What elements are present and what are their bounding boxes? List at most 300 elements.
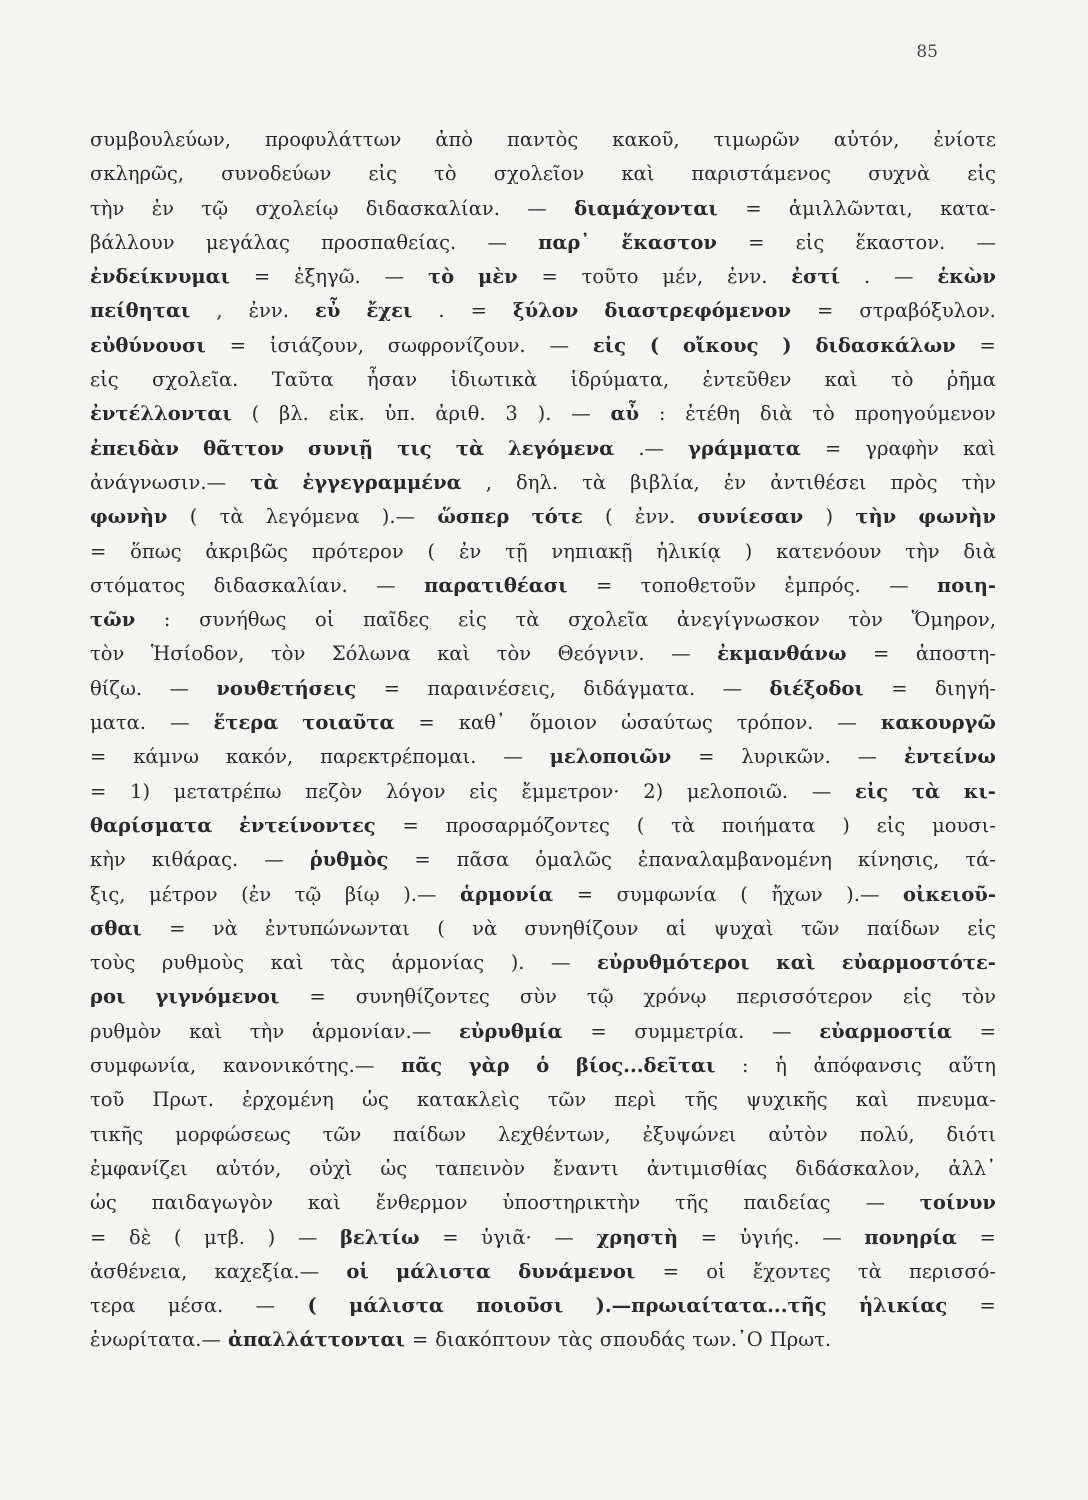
text-word: προσαρμόζοντες: [445, 813, 610, 837]
text-word: μελοποιῶ.: [686, 779, 789, 803]
text-word: ἡλικίᾳ: [656, 539, 721, 563]
text-word: περισσό-: [909, 1259, 996, 1283]
text-word: =: [383, 676, 400, 700]
text-word: πρὸς: [890, 470, 938, 494]
text-word: —: [571, 402, 591, 426]
text-word: =: [309, 985, 326, 1009]
text-word: ῥῆμα: [946, 368, 996, 392]
text-word: διδάγματα.: [583, 676, 696, 700]
text-word: συνήθως: [199, 608, 287, 632]
lemma-word: ἐνδείκνυμαι: [90, 265, 231, 289]
text-word: —: [976, 230, 996, 254]
text-word: εἰς: [967, 162, 996, 186]
text-word: θίζω.: [90, 676, 143, 700]
text-word: Πρωτ.: [769, 1328, 832, 1352]
text-word: παίδων: [866, 916, 940, 940]
text-word: ἕκαστον.: [855, 230, 946, 254]
text-word: ἐν: [151, 196, 175, 220]
text-word: τὸν: [270, 642, 306, 666]
text-line: [90, 329, 996, 363]
text-word: =: [979, 1294, 996, 1318]
text-word: δηλ.: [516, 470, 559, 494]
text-word: —: [527, 196, 547, 220]
text-word: (: [636, 813, 645, 837]
text-word: ἀντιθέσει: [770, 470, 867, 494]
lemma-word: διέξοδοι: [769, 676, 864, 700]
text-word: ματα.: [90, 711, 146, 735]
text-word: συνηθίζοντες: [355, 985, 490, 1009]
lemma-word: χρηστὴ: [596, 1225, 679, 1249]
text-word: =: [748, 230, 765, 254]
text-line: [90, 1255, 996, 1289]
text-line: [90, 157, 996, 191]
text-word: —: [865, 1191, 885, 1215]
text-word: προσπαθείας.: [321, 230, 457, 254]
text-word: παντὸς: [507, 128, 579, 151]
text-word: καχεξία.—: [214, 1259, 320, 1283]
text-word: παιδείας: [743, 1191, 831, 1215]
lemma-word: φωνὴν: [918, 505, 996, 529]
text-word: καὶ: [824, 368, 858, 392]
text-line: [90, 1221, 996, 1255]
text-word: συχνὰ: [868, 162, 931, 186]
text-word: μτβ.: [204, 1225, 245, 1249]
text-word: προηγούμενον: [854, 402, 996, 426]
text-line: [90, 1323, 996, 1357]
lemma-word: πείθηται: [90, 299, 191, 323]
lemma-word: διαμάχονται: [574, 196, 718, 220]
text-word: ὅμοιον: [529, 711, 597, 735]
text-word: ἐνίοτε: [933, 128, 996, 151]
text-word: ,: [485, 470, 492, 494]
text-line: [90, 535, 996, 569]
text-word: νὰ: [472, 916, 498, 940]
text-word: παίδων: [393, 1122, 467, 1146]
text-word: συμφωνία: [616, 882, 717, 906]
text-word: ὑποστηρικτὴν: [502, 1191, 641, 1215]
text-word: ἔναντι: [553, 1156, 619, 1180]
lemma-word: εἰς: [592, 333, 626, 357]
text-word: —: [772, 1019, 792, 1043]
lemma-word: ἐπειδὰν: [90, 436, 179, 460]
text-word: πᾶσα: [456, 848, 510, 872]
text-word: νὰ: [212, 916, 238, 940]
text-word: κάμνω: [133, 745, 199, 769]
text-word: ἐνν.: [634, 505, 676, 529]
text-word: ἤχων: [771, 882, 823, 906]
text-word: —: [893, 265, 914, 289]
text-word: μέν,: [662, 265, 704, 289]
text-word: καὶ: [621, 162, 655, 186]
text-word: τὸ: [434, 162, 457, 186]
lemma-word: τότε: [531, 505, 583, 529]
text-word: βίῳ: [344, 882, 380, 906]
lemma-word: οἴκους: [682, 333, 759, 357]
lemma-word: ἐντείνοντες: [238, 813, 376, 837]
text-word: παῖδες: [363, 608, 430, 632]
lemma-word: τὸ: [427, 265, 455, 289]
text-line: [90, 775, 996, 809]
text-word: σκληρῶς,: [90, 162, 185, 186]
text-word: τοὺς: [90, 951, 136, 975]
text-word: κίνησις,: [857, 848, 940, 872]
text-word: =: [90, 745, 107, 769]
text-line: [90, 843, 996, 877]
text-word: τῶν: [547, 1088, 587, 1112]
text-word: (ἐν: [241, 882, 272, 906]
text-word: —: [549, 333, 569, 357]
text-word: ἁρμονίας: [391, 951, 485, 975]
lemma-word: τὴν: [855, 505, 897, 529]
text-word: τὰ: [582, 470, 607, 494]
text-word: σὺν: [519, 985, 557, 1009]
lemma-word: (: [649, 333, 660, 357]
text-word: Ταῦτα: [271, 368, 334, 392]
text-word: —: [503, 745, 523, 769]
text-word: τοῦ: [90, 1088, 125, 1112]
text-line: [90, 432, 996, 466]
lemma-word: παρ᾽: [538, 230, 591, 254]
text-word: ).: [537, 402, 552, 426]
text-word: =: [700, 1225, 718, 1249]
text-word: κατα-: [940, 196, 996, 220]
text-word: (: [437, 916, 445, 940]
text-word: ὡς: [380, 1156, 408, 1180]
text-word: καὶ: [855, 1088, 889, 1112]
text-word: λεγόμενα: [265, 505, 360, 529]
text-word: :: [742, 1054, 749, 1078]
text-word: διακόπτουν: [435, 1328, 551, 1352]
lemma-word: εὐρυθμία: [458, 1019, 563, 1043]
lemma-word: γὰρ: [468, 1054, 510, 1078]
text-word: περισσότερον: [736, 985, 873, 1009]
text-word: τὸν: [848, 608, 883, 632]
text-word: εἰς: [795, 230, 825, 254]
text-word: τερα: [90, 1294, 136, 1318]
text-word: σπουδάς: [599, 1328, 686, 1352]
lemma-word: ): [782, 333, 792, 357]
text-word: κατακλεὶς: [417, 1088, 520, 1112]
text-word: ἐπαναλαμβανομένη: [637, 848, 832, 872]
text-line: [90, 1152, 996, 1186]
lemma-word: τὰ: [455, 436, 484, 460]
lemma-word: συνίεσαν: [697, 505, 804, 529]
lemma-word: σθαι: [90, 916, 142, 940]
text-word: ξις,: [90, 882, 126, 906]
text-word: κιθάρας.: [151, 848, 239, 872]
text-word: παραινέσεις,: [427, 676, 556, 700]
text-word: πρότερον: [311, 539, 404, 563]
text-word: τῇ: [505, 539, 528, 563]
text-word: τικῆς: [90, 1122, 144, 1146]
text-word: Θεόγνιν.: [557, 642, 645, 666]
text-word: σχολεῖον: [493, 162, 585, 186]
text-word: κακοῦ,: [612, 128, 680, 151]
text-word: τῶν: [322, 1122, 362, 1146]
text-word: (: [740, 882, 748, 906]
text-word: τοῦτο: [581, 265, 639, 289]
text-word: λυρικῶν.: [741, 745, 831, 769]
text-word: ἀκριβῶς: [205, 539, 288, 563]
text-word: διδάσκαλον,: [795, 1156, 921, 1180]
text-line: [90, 294, 996, 328]
text-word: =: [745, 196, 762, 220]
lemma-word: ἐκμανθάνω: [717, 642, 847, 666]
text-word: καθ᾽: [458, 711, 506, 735]
text-word: =: [442, 1225, 459, 1249]
text-word: εἰς: [967, 916, 996, 940]
text-word: ἔμμετρον·: [521, 779, 620, 803]
text-word: νηπιακῇ: [551, 539, 633, 563]
text-word: (: [605, 505, 613, 529]
text-word: συμμετρία.: [634, 1019, 745, 1043]
text-word: χρόνῳ: [643, 985, 707, 1009]
text-word: οἱ: [315, 608, 335, 632]
text-word: τὰ: [671, 813, 696, 837]
text-word: ρυθμὸν: [90, 1019, 162, 1043]
text-word: πνευμα-: [916, 1088, 996, 1112]
lemma-word: εὖ: [314, 299, 341, 323]
text-word: λόγον: [386, 779, 446, 803]
text-word: ψυχαὶ: [713, 916, 774, 940]
text-word: σχολείῳ: [255, 196, 339, 220]
text-line: [90, 397, 996, 431]
text-word: ἐντυπώνωνται: [265, 916, 410, 940]
text-word: —: [822, 1225, 842, 1249]
text-line: [90, 603, 996, 637]
text-word: ἦσαν: [367, 368, 418, 392]
text-word: ἐνωρίτατα.—: [90, 1328, 221, 1352]
text-word: =: [90, 779, 107, 803]
text-word: μορφώσεως: [175, 1122, 291, 1146]
text-word: —: [384, 265, 405, 289]
text-word: ).—: [846, 882, 880, 906]
lemma-word: εἰς: [855, 779, 889, 803]
lemma-word: κι-: [963, 779, 996, 803]
text-line: [90, 706, 996, 740]
text-word: οὐχὶ: [309, 1156, 353, 1180]
lemma-word: ἁρμονία: [460, 882, 554, 906]
text-word: εἰς: [469, 779, 498, 803]
text-word: ἱδρύματα,: [570, 368, 670, 392]
lemma-word: αὖ: [610, 402, 640, 426]
text-word: =: [817, 299, 834, 323]
lemma-word: μάλιστα: [396, 1259, 491, 1283]
text-word: —: [889, 573, 909, 597]
lemma-word: ).—πρωιαίτατα...τῆς: [595, 1294, 827, 1318]
lemma-word: παρατιθέασι: [424, 573, 568, 597]
text-word: ἐμπρός.: [784, 573, 861, 597]
text-word: =: [253, 265, 271, 289]
lemma-word: τις: [397, 436, 432, 460]
lemma-word: γράμματα: [688, 436, 801, 460]
lemma-word: δυνάμενοι: [518, 1259, 636, 1283]
lemma-word: διδασκάλων: [815, 333, 956, 357]
text-word: —: [837, 711, 857, 735]
text-word: καὶ: [189, 1019, 223, 1043]
text-line: [90, 912, 996, 946]
text-word: μεγάλας: [205, 230, 290, 254]
text-word: συμβουλεύων,: [90, 128, 231, 151]
text-word: =: [541, 265, 558, 289]
lemma-word: γιγνόμενοι: [155, 985, 280, 1009]
text-word: προφυλάττων: [264, 128, 402, 151]
text-word: ).—: [403, 882, 437, 906]
text-word: =: [979, 333, 996, 357]
text-word: =: [418, 711, 435, 735]
text-word: Πρωτ.: [152, 1088, 214, 1112]
text-word: τὴν: [905, 539, 940, 563]
text-word: οἱ: [706, 1259, 726, 1283]
text-line: [90, 980, 996, 1014]
text-word: εἰς: [458, 608, 487, 632]
text-word: τρόπον.: [736, 711, 814, 735]
text-line: [90, 878, 996, 912]
text-word: μετατρέπω: [173, 779, 282, 803]
text-word: συνοδεύων: [221, 162, 332, 186]
text-word: τὸ: [891, 368, 914, 392]
text-word: ψυχικῆς: [746, 1088, 828, 1112]
lemma-word: ἕτερα: [213, 711, 279, 735]
text-line: [90, 672, 996, 706]
text-word: σχολεῖα: [568, 608, 649, 632]
text-word: παρεκτρέπομαι.: [320, 745, 477, 769]
lemma-word: ὁ: [536, 1054, 550, 1078]
text-word: καὶ: [437, 642, 471, 666]
text-word: ὅπως: [130, 539, 182, 563]
lemma-word: ἐγγεγραμμένα: [302, 470, 462, 494]
text-word: :: [163, 608, 171, 632]
text-word: εἰς: [368, 162, 398, 186]
text-word: κανονικότης.—: [222, 1054, 375, 1078]
text-word: διδασκαλίαν.: [365, 196, 500, 220]
text-line: [90, 363, 996, 397]
text-word: .—: [638, 436, 665, 460]
lemma-word: εὐαρμοστία: [819, 1019, 952, 1043]
text-word: τοποθετοῦν: [640, 573, 756, 597]
text-word: ἐντεῦθεν: [702, 368, 792, 392]
text-word: στραβόξυλον.: [859, 299, 996, 323]
text-word: ): [267, 1225, 276, 1249]
lemma-word: οἰκειοῦ-: [902, 882, 996, 906]
lemma-word: ποιοῦσι: [476, 1294, 564, 1318]
text-word: ).: [510, 951, 525, 975]
text-word: ἀνεγίγνωσκον: [676, 608, 820, 632]
text-word: τιμωρῶν: [713, 128, 800, 151]
lemma-word: καὶ: [776, 951, 816, 975]
text-word: καὶ: [962, 436, 996, 460]
lemma-word: (: [307, 1294, 317, 1318]
text-word: τὰ: [219, 505, 244, 529]
text-word: δὲ: [128, 1225, 152, 1249]
lemma-word: ῥυθμὸς: [309, 848, 389, 872]
lemma-word: εὐαρμοστότε-: [841, 951, 996, 975]
text-word: —: [671, 642, 691, 666]
text-word: διότι: [946, 1122, 996, 1146]
lemma-word: φωνὴν: [90, 505, 168, 529]
lemma-word: βίος...δεῖται: [575, 1054, 716, 1078]
text-word: (: [427, 539, 436, 563]
text-word: ἔχοντες: [752, 1259, 831, 1283]
text-word: ): [744, 539, 753, 563]
text-word: ἁμιλλῶνται,: [788, 196, 913, 220]
text-word: ἐτέθη: [685, 402, 741, 426]
lemma-word: βελτίω: [339, 1225, 420, 1249]
lemma-word: πᾶς: [400, 1054, 443, 1078]
text-word: πολύ,: [859, 1122, 915, 1146]
text-word: (: [173, 1225, 182, 1249]
text-word: ἐνν.: [248, 299, 289, 323]
lemma-word: μάλιστα: [349, 1294, 444, 1318]
text-word: αἱ: [665, 916, 687, 940]
text-word: Ὅμηρον,: [911, 608, 996, 632]
text-word: —: [255, 1294, 276, 1318]
text-word: =: [891, 676, 908, 700]
text-word: =: [576, 882, 594, 906]
text-word: παιδαγωγὸν: [151, 1191, 274, 1215]
text-word: =: [873, 642, 890, 666]
text-word: διὰ: [759, 402, 793, 426]
lemma-word: ἀπαλλάττονται: [227, 1328, 405, 1352]
text-word: =: [698, 745, 715, 769]
lemma-word: μὲν: [477, 265, 518, 289]
text-word: τῆς: [675, 1191, 709, 1215]
lemma-word: ἡλικίας: [859, 1294, 948, 1318]
text-word: ἀριθ.: [435, 402, 486, 426]
text-word: ἡ: [775, 1054, 787, 1078]
text-word: αὐτὸν: [768, 1122, 828, 1146]
text-word: .: [438, 299, 445, 323]
lemma-word: εὐρυθμότεροι: [597, 951, 750, 975]
text-line: [90, 123, 996, 157]
text-line: [90, 946, 996, 980]
text-word: =: [470, 299, 487, 323]
text-word: βιβλία,: [630, 470, 700, 494]
text-word: ἀλλ᾽: [948, 1156, 996, 1180]
text-word: Ἡσίοδον,: [150, 642, 245, 666]
text-line: [90, 569, 996, 603]
lemma-word: ροι: [90, 985, 126, 1009]
text-word: —: [722, 676, 743, 700]
text-word: κατενόουν: [776, 539, 882, 563]
text-word: ἰδιωτικὰ: [450, 368, 538, 392]
text-word: =: [90, 1225, 107, 1249]
text-word: τὴν: [90, 196, 125, 220]
lemma-word: μελοποιῶν: [549, 745, 672, 769]
text-word: —: [297, 1225, 318, 1249]
text-word: εἰς: [902, 985, 932, 1009]
text-word: σωφρονίζουν.: [387, 333, 526, 357]
text-word: τῷ: [586, 985, 614, 1009]
text-word: ἀνάγνωσιν.—: [90, 470, 227, 494]
text-word: των.᾽Ο: [692, 1328, 763, 1352]
lemma-word: λεγόμενα: [508, 436, 615, 460]
text-word: —: [376, 573, 396, 597]
text-word: διὰ: [963, 539, 996, 563]
lemma-word: ξύλον: [513, 299, 579, 323]
text-word: μέτρον: [149, 882, 218, 906]
text-word: (: [251, 402, 260, 426]
text-word: τὸν: [90, 642, 125, 666]
text-word: τά-: [965, 848, 996, 872]
text-word: αὕτη: [948, 1054, 996, 1078]
lemma-word: κακουργῶ: [880, 711, 996, 735]
text-word: εἰκ.: [328, 402, 365, 426]
text-word: τῆς: [684, 1088, 718, 1112]
text-word: ἐν: [723, 470, 747, 494]
text-word: =: [596, 573, 613, 597]
text-word: =: [414, 848, 431, 872]
